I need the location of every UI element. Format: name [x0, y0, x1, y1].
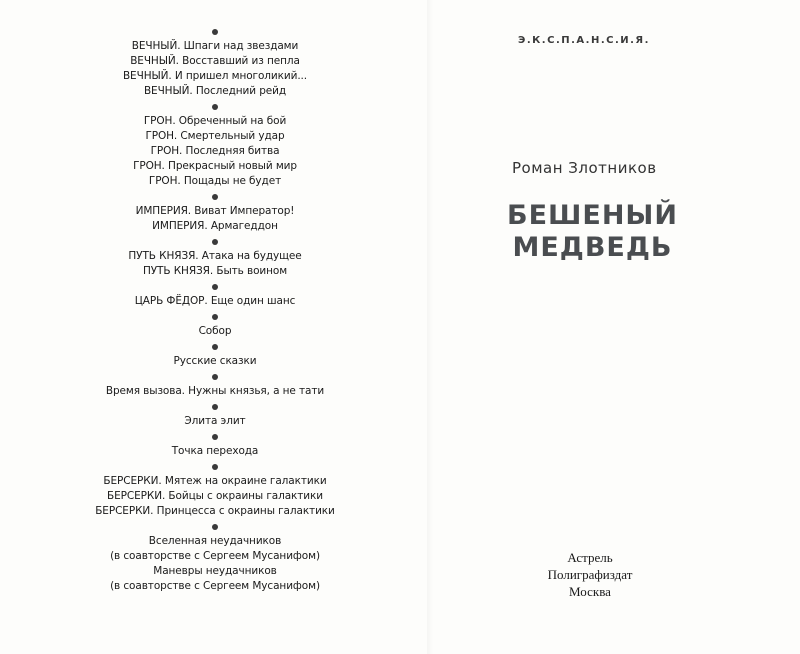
book-title-line: ВЕЧНЫЙ. Восставший из пепла — [130, 55, 300, 67]
book-group — [90, 204, 340, 234]
book-group — [90, 534, 340, 594]
book-group — [90, 294, 340, 309]
book-group — [90, 39, 340, 99]
publisher-line-1: Астрель — [567, 550, 613, 565]
book-title-line: ИМПЕРИЯ. Виват Император! — [135, 205, 295, 217]
bullet-dot — [212, 314, 218, 320]
author-name: Роман Злотников — [512, 159, 657, 177]
book-group — [90, 354, 340, 369]
book-title-line: ГРОН. Пощады не будет — [148, 175, 282, 187]
book-group — [90, 444, 340, 459]
publisher-block — [525, 549, 655, 600]
title-line-2: МЕДВЕДЬ — [512, 232, 673, 263]
book-title-line: БЕРСЕРКИ. Мятеж на окраине галактики — [103, 475, 327, 487]
book-title-line: ГРОН. Последняя битва — [150, 145, 280, 157]
book-title-line: БЕРСЕРКИ. Бойцы с окраины галактики — [106, 490, 324, 502]
bullet-dot — [212, 434, 218, 440]
book-title-line: (в соавторстве с Сергеем Мусанифом) — [110, 580, 320, 592]
author-bibliography — [90, 24, 340, 594]
book-title-line: БЕРСЕРКИ. Принцесса с окраины галактики — [95, 505, 335, 517]
bullet-dot — [212, 344, 218, 350]
book-group — [90, 474, 340, 519]
bullet-dot — [212, 29, 218, 35]
book-title-line: ВЕЧНЫЙ. И пришел многоликий... — [122, 70, 308, 82]
book-title-line: ПУТЬ КНЯЗЯ. Быть воином — [142, 265, 288, 277]
bullet-dot — [212, 284, 218, 290]
bullet-dot — [212, 374, 218, 380]
book-title-line: (в соавторстве с Сергеем Мусанифом) — [110, 550, 320, 562]
book-title-line: Точка перехода — [171, 445, 259, 457]
book-title-line: Вселенная неудачников — [148, 535, 282, 547]
book-title-line: ГРОН. Прекрасный новый мир — [133, 160, 297, 172]
book-title-line: Элита элит — [184, 415, 246, 427]
bullet-dot — [212, 104, 218, 110]
book-title-line: Собор — [198, 325, 232, 337]
bullet-dot — [212, 404, 218, 410]
book-title-line: ИМПЕРИЯ. Армагеддон — [152, 220, 278, 232]
book-group — [90, 324, 340, 339]
book-title-line: ГРОН. Обреченный на бой — [143, 115, 287, 127]
book-title-line: Маневры неудачников — [153, 565, 277, 577]
publisher-line-2: Полиграфиздат — [547, 567, 633, 582]
book-group — [90, 384, 340, 399]
bullet-dot — [212, 524, 218, 530]
book-group — [90, 249, 340, 279]
book-title-line: ВЕЧНЫЙ. Последний рейд — [143, 85, 287, 97]
series-name: Э.К.С.П.А.Н.С.И.Я. — [518, 35, 650, 46]
book-title-line: ЦАРЬ ФЁДОР. Еще один шанс — [134, 295, 296, 307]
publisher-line-3: Москва — [569, 584, 611, 599]
bullet-dot — [212, 464, 218, 470]
bullet-dot — [212, 239, 218, 245]
book-title-line: ГРОН. Смертельный удар — [145, 130, 285, 142]
book-group — [90, 414, 340, 429]
book-title-line: Русские сказки — [173, 355, 257, 367]
bullet-dot — [212, 194, 218, 200]
book-title-line: ПУТЬ КНЯЗЯ. Атака на будущее — [128, 250, 302, 262]
book-title-line: ВЕЧНЫЙ. Шпаги над звездами — [131, 40, 299, 52]
book-group — [90, 114, 340, 189]
title-line-1: БЕШЕНЫЙ — [507, 200, 678, 231]
book-title — [505, 200, 680, 264]
book-title-line: Время вызова. Нужны князья, а не тати — [105, 385, 325, 397]
right-page — [430, 0, 800, 654]
